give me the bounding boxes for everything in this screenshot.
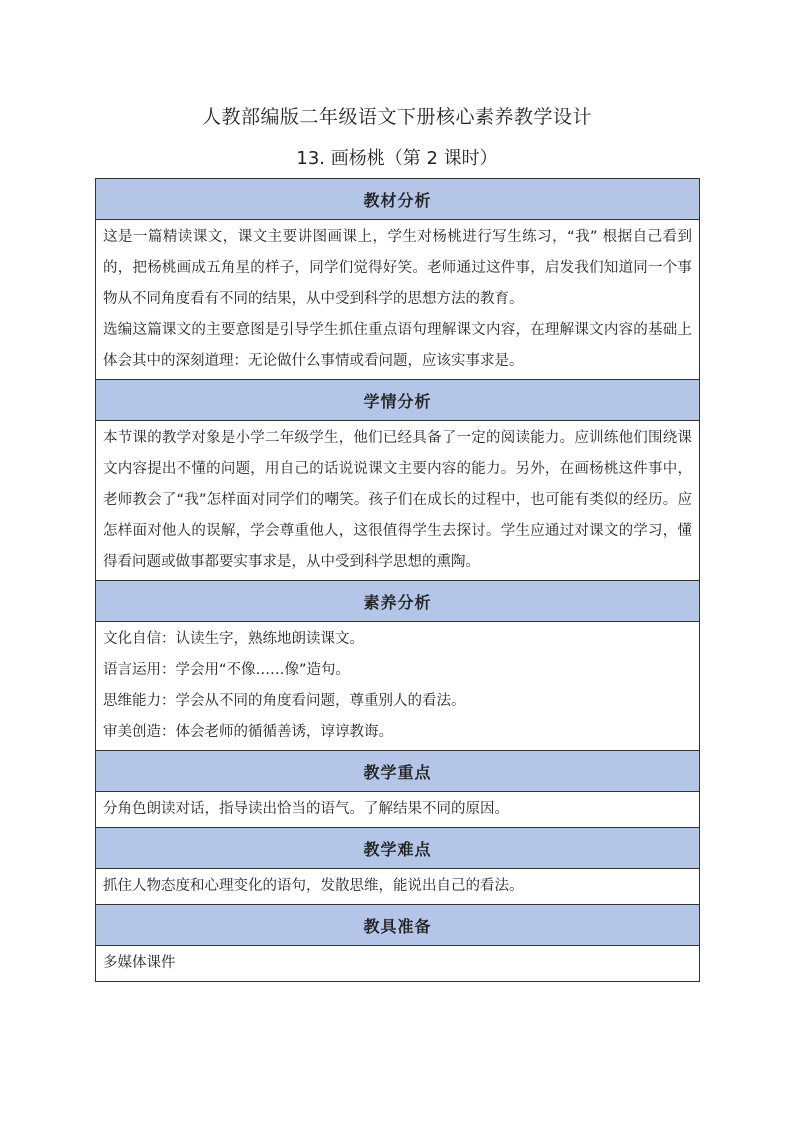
- section-header-teaching-difficulty: [96, 828, 700, 869]
- section-header-competency-analysis: [96, 581, 700, 622]
- paragraph: 思维能力：学会从不同的角度看问题，尊重别人的看法。: [103, 693, 466, 709]
- paragraph: 选编这篇课文的主要意图是引导学生抓住重点语句理解课文内容，在理解课文内容的基础上体会其中的深刻道理：无论做什么事情或看问题，应该实事求是。: [103, 322, 692, 369]
- paragraph: 这是一篇精读课文，课文主要讲图画课上，学生对杨桃进行写生练习，“我” 根据自己看到的，把杨桃画成五角星的样子，同学们觉得好笑。老师通过这件事，启发我们知道同一个事物从不同角度看有不同的结果，从中受到科学的思想方法的教育。: [103, 229, 692, 307]
- section-title: 教具准备: [96, 905, 700, 946]
- section-header-teaching-focus: [96, 751, 700, 792]
- document-title: 人教部编版二年级语文下册核心素养教学设计: [201, 106, 592, 128]
- section-title: 素养分析: [96, 581, 700, 622]
- section-header-textbook-analysis: [96, 179, 700, 220]
- section-header-teaching-aids: [96, 905, 700, 946]
- section-body-teaching-aids: [96, 946, 700, 982]
- section-content: [96, 421, 700, 581]
- section-body-teaching-focus: [96, 792, 700, 828]
- paragraph: 语言运用：学会用“不像……像”造句。: [103, 662, 351, 678]
- section-body-student-analysis: [96, 421, 700, 581]
- paragraph: 抓住人物态度和心理变化的语句，发散思维，能说出自己的看法。: [103, 878, 524, 894]
- section-content: [96, 946, 700, 982]
- paragraph: 本节课的教学对象是小学二年级学生，他们已经具备了一定的阅读能力。应训练他们围绕课文内容提出不懂的问题，用自己的话说说课文主要内容的能力。另外，在画杨桃这件事中，老师教会了“我”怎样面对同学们的嘲笑。孩子们在成长的过程中，也可能有类似的经历。应怎样面对他人的误解，学会尊重他人，这很值得学生去探讨。学生应通过对课文的学习，懂得看问题或做事都要实事求是，从中受到科学思想的熏陶。: [103, 430, 692, 570]
- paragraph: 分角色朗读对话，指导读出恰当的语气。了解结果不同的原因。: [103, 801, 509, 817]
- lesson-plan-table: [95, 178, 700, 982]
- section-body-competency-analysis: [96, 622, 700, 751]
- section-content: [96, 220, 700, 380]
- section-body-textbook-analysis: [96, 220, 700, 380]
- paragraph: 审美创造：体会老师的循循善诱，谆谆教诲。: [103, 724, 393, 740]
- section-content: [96, 792, 700, 828]
- section-content: [96, 622, 700, 751]
- paragraph: 文化自信：认读生字，熟练地朗读课文。: [103, 631, 364, 647]
- section-title: 教学难点: [96, 828, 700, 869]
- paragraph: 多媒体课件: [103, 955, 176, 971]
- section-title: 学情分析: [96, 380, 700, 421]
- lesson-subtitle: 13. 画杨桃（第 2 课时）: [296, 148, 498, 169]
- section-header-student-analysis: [96, 380, 700, 421]
- section-title: 教材分析: [96, 179, 700, 220]
- section-title: 教学重点: [96, 751, 700, 792]
- section-content: [96, 869, 700, 905]
- section-body-teaching-difficulty: [96, 869, 700, 905]
